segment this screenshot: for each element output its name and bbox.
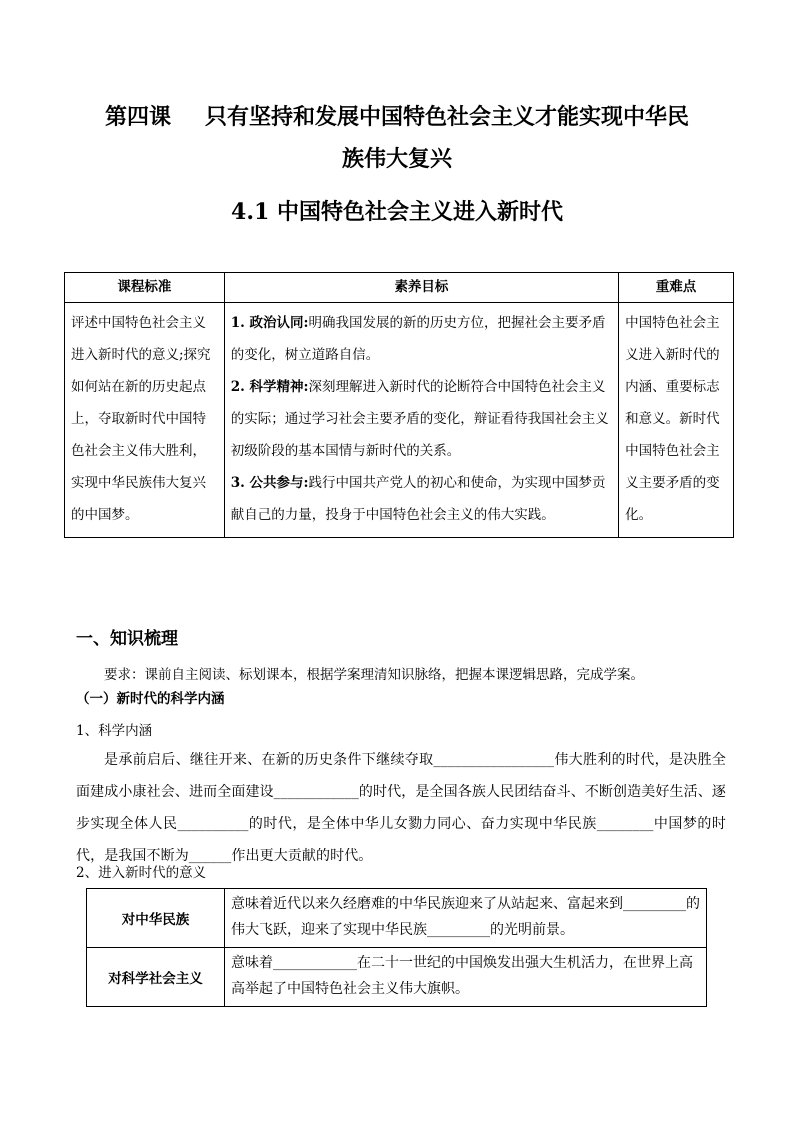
course-standard-cell: 评述中国特色社会主义进入新时代的意义;探究如何站在新的历史起点上，夺取新时代中国特色社会主义伟大胜利，实现中华民族伟大复兴的中国梦。 (65, 303, 225, 538)
knowledge-section-heading: 一、知识梳理 (76, 629, 178, 649)
lesson-title-part-1: 只有坚持和发展中国特色社会主义才能实现中华民 (205, 104, 690, 130)
standards-table (64, 272, 734, 538)
goal-text: 明确我国发展的新的历史方位，把握社会主要矛盾的变化，树立道路自信。 (230, 315, 606, 363)
standards-body-row (65, 303, 734, 538)
header-key-points: 重难点 (619, 273, 734, 303)
key-points-cell: 中国特色社会主义进入新时代的内涵、重要标志和意义。新时代中国特色社会主义主要矛盾的变化。 (619, 303, 734, 538)
goal-label: 2. 科学精神: (230, 379, 309, 395)
significance-label: 对中华民族 (87, 889, 225, 948)
significance-content: 意味着____________在二十一世纪的中国焕发出强大生机活力，在世界上高高举起了中国特色社会主义伟大旗帜。 (225, 948, 707, 1007)
sub-heading: （一）新时代的科学内涵 (76, 691, 225, 707)
goal-text: 深刻理解进入新时代的论断符合中国特色社会主义的实际；通过学习社会主要矛盾的变化，辩证看待我国社会主义初级阶段的基本国情与新时代的关系。 (230, 379, 609, 459)
standards-header-row (65, 273, 734, 303)
significance-row (87, 889, 707, 948)
header-course-standard: 课程标准 (65, 273, 225, 303)
page-title (60, 96, 734, 180)
lesson-number: 第四课 (104, 104, 171, 130)
significance-table (86, 888, 707, 1007)
goal-label: 1. 政治认同: (230, 315, 309, 331)
title-line-2: 族伟大复兴 (341, 146, 452, 172)
significance-label: 对科学社会主义 (87, 948, 225, 1007)
title-line-1 (60, 96, 734, 138)
goal-item (231, 467, 613, 531)
significance-row (87, 948, 707, 1007)
goal-item (231, 307, 613, 371)
point-1-title: 1、科学内涵 (76, 723, 153, 739)
literacy-goals-cell (224, 303, 618, 538)
goal-label: 3. 公共参与: (230, 475, 309, 491)
goal-text: 践行中国共产党人的初心和使命，为实现中国梦贡献自己的力量，投身于中国特色社会主义的伟大实践。 (230, 475, 606, 523)
goal-item (231, 371, 613, 467)
header-literacy-goals: 素养目标 (224, 273, 618, 303)
point-1-paragraph: 是承前启后、继往开来、在新的历史条件下继续夺取_________________伟大胜利的时代，是决胜全面建成小康社会、进而全面建设____________的时代，是全国各族人民团结奋斗、不断创造美好生活、逐步实现全体人民__________的时代，是全体中华儿女勠力同心、奋力实现中华民族________中国梦的时代，是我国不断为______作出更大贡献的时代。 (76, 752, 726, 864)
section-subtitle: 4.1 中国特色社会主义进入新时代 (231, 199, 563, 225)
point-2-title: 2、进入新时代的意义 (76, 865, 207, 881)
significance-content: 意味着近代以来久经磨难的中华民族迎来了从站起来、富起来到_________的伟大飞跃，迎来了实现中华民族_________的光明前景。 (225, 889, 707, 948)
requirement-text: 要求：课前自主阅读、标划课本，根据学案理清知识脉络，把握本课逻辑思路，完成学案。 (104, 667, 644, 683)
